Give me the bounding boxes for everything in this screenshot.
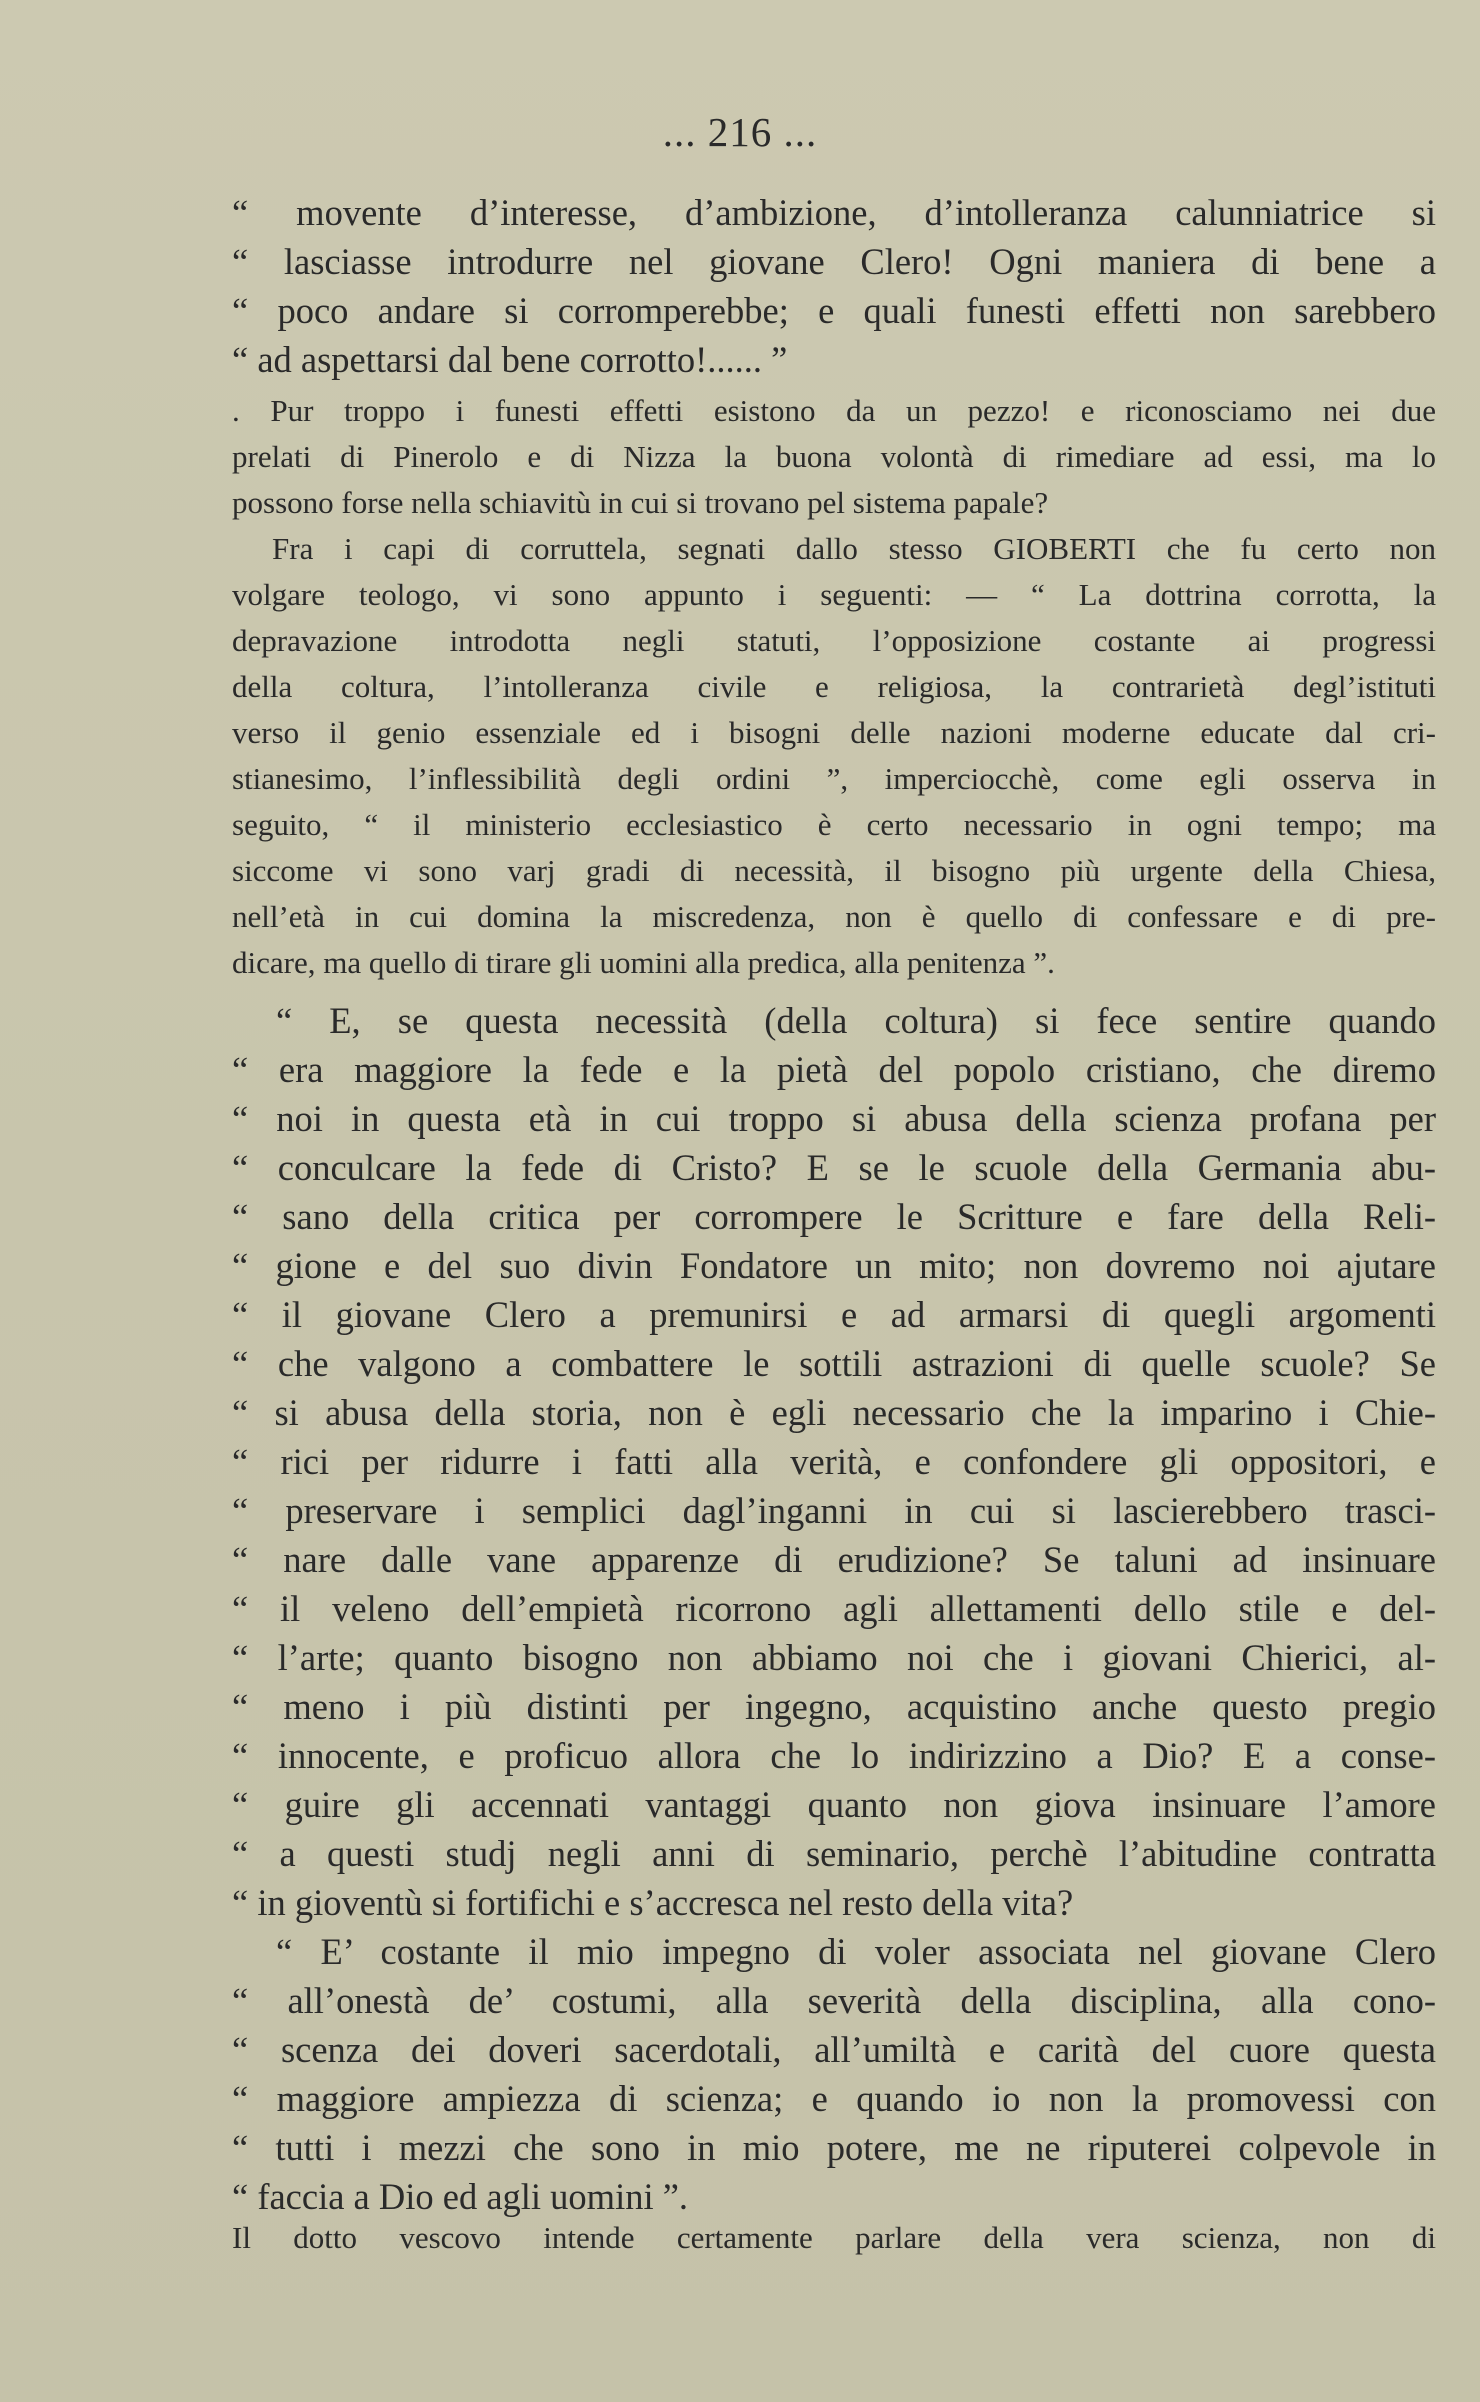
text-line: “ nare dalle vane apparenze di erudizione? Se taluni ad insinuare — [232, 1539, 1436, 1580]
text-line: “ rici per ridurre i fatti alla verità, e confondere gli oppositori, e — [232, 1441, 1436, 1482]
text-line: “ gione e del suo divin Fondatore un mito; non dovremo noi ajutare — [232, 1245, 1436, 1286]
commentary-block-end — [232, 2215, 1436, 2261]
text-line: Il dotto vescovo intende certamente parlare della vera scienza, non di — [232, 2220, 1436, 2255]
text-line: Fra i capi di corruttela, segnati dallo stesso GIOBERTI che fu certo non — [272, 531, 1436, 566]
text-line: “ E’ costante il mio impegno di voler associata nel giovane Clero — [276, 1931, 1436, 1972]
text-line: “ a questi studj negli anni di seminario, perchè l’abitudine contratta — [232, 1833, 1436, 1874]
text-line: “ il giovane Clero a premunirsi e ad armarsi di quegli argomenti — [232, 1294, 1436, 1335]
page-number: ... 216 ... — [662, 109, 818, 155]
text-line: “ poco andare si corromperebbe; e quali funesti effetti non sarebbero — [232, 290, 1436, 331]
text-line: dicare, ma quello di tirare gli uomini alla predica, alla penitenza ”. — [232, 945, 1055, 980]
text-line: “ in gioventù si fortifichi e s’accresca nel resto della vita? — [232, 1882, 1074, 1923]
text-line: “ innocente, e proficuo allora che lo indirizzino a Dio? E a conse- — [232, 1735, 1436, 1776]
text-line: “ scenza dei doveri sacerdotali, all’umiltà e carità del cuore questa — [232, 2029, 1436, 2070]
text-line: “ guire gli accennati vantaggi quanto non giova insinuare l’amore — [232, 1784, 1436, 1825]
text-line: verso il genio essenziale ed i bisogni delle nazioni moderne educate dal cri- — [232, 715, 1436, 750]
text-line: “ l’arte; quanto bisogno non abbiamo noi che i giovani Chierici, al- — [232, 1637, 1436, 1678]
text-line: stianesimo, l’inflessibilità degli ordini ”, imperciocchè, come egli osserva in — [232, 761, 1436, 796]
quotation-block-2 — [232, 996, 1436, 2221]
text-line: “ era maggiore la fede e la pietà del popolo cristiano, che diremo — [232, 1049, 1436, 1090]
text-line: “ il veleno dell’empietà ricorrono agli allettamenti dello stile e del- — [232, 1588, 1436, 1629]
text-line: prelati di Pinerolo e di Nizza la buona volontà di rimediare ad essi, ma lo — [232, 439, 1436, 474]
text-line: depravazione introdotta negli statuti, l’opposizione costante ai progressi — [232, 623, 1436, 658]
text-line: “ sano della critica per corrompere le Scritture e fare della Reli- — [232, 1196, 1436, 1237]
text-line: “ movente d’interesse, d’ambizione, d’intolleranza calunniatrice si — [232, 192, 1436, 233]
commentary-block — [232, 388, 1436, 986]
text-line: nell’età in cui domina la miscredenza, non è quello di confessare e di pre- — [232, 899, 1436, 934]
text-line: possono forse nella schiavitù in cui si trovano pel sistema papale? — [232, 485, 1049, 520]
text-line: della coltura, l’intolleranza civile e religiosa, la contrarietà degl’istituti — [232, 669, 1436, 704]
text-line: “ si abusa della storia, non è egli necessario che la imparino i Chie- — [232, 1392, 1436, 1433]
text-line: “ faccia a Dio ed agli uomini ”. — [232, 2176, 689, 2217]
text-line: “ all’onestà de’ costumi, alla severità della disciplina, alla cono- — [232, 1980, 1436, 2021]
text-line: “ conculcare la fede di Cristo? E se le scuole della Germania abu- — [232, 1147, 1436, 1188]
text-line: “ ad aspettarsi dal bene corrotto!...... ” — [232, 339, 788, 380]
text-line: “ E, se questa necessità (della coltura) si fece sentire quando — [276, 1000, 1436, 1041]
text-line: “ preservare i semplici dagl’inganni in cui si lascierebbero trasci- — [232, 1490, 1436, 1531]
text-line: “ tutti i mezzi che sono in mio potere, me ne riputerei colpevole in — [232, 2127, 1436, 2168]
text-line: volgare teologo, vi sono appunto i seguenti: — “ La dottrina corrotta, la — [232, 577, 1436, 612]
quotation-block-1 — [232, 188, 1436, 384]
text-line: “ che valgono a combattere le sottili astrazioni di quelle scuole? Se — [232, 1343, 1436, 1384]
text-line: “ meno i più distinti per ingegno, acquistino anche questo pregio — [232, 1686, 1436, 1727]
text-line: “ lasciasse introdurre nel giovane Clero! Ogni maniera di bene a — [232, 241, 1436, 282]
text-line: “ maggiore ampiezza di scienza; e quando io non la promovessi con — [232, 2078, 1436, 2119]
text-line: . Pur troppo i funesti effetti esistono da un pezzo! e riconosciamo nei due — [232, 393, 1436, 428]
text-line: seguito, “ il ministerio ecclesiastico è certo necessario in ogni tempo; ma — [232, 807, 1436, 842]
text-line: “ noi in questa età in cui troppo si abusa della scienza profana per — [232, 1098, 1436, 1139]
text-line: siccome vi sono varj gradi di necessità, il bisogno più urgente della Chiesa, — [232, 853, 1436, 888]
